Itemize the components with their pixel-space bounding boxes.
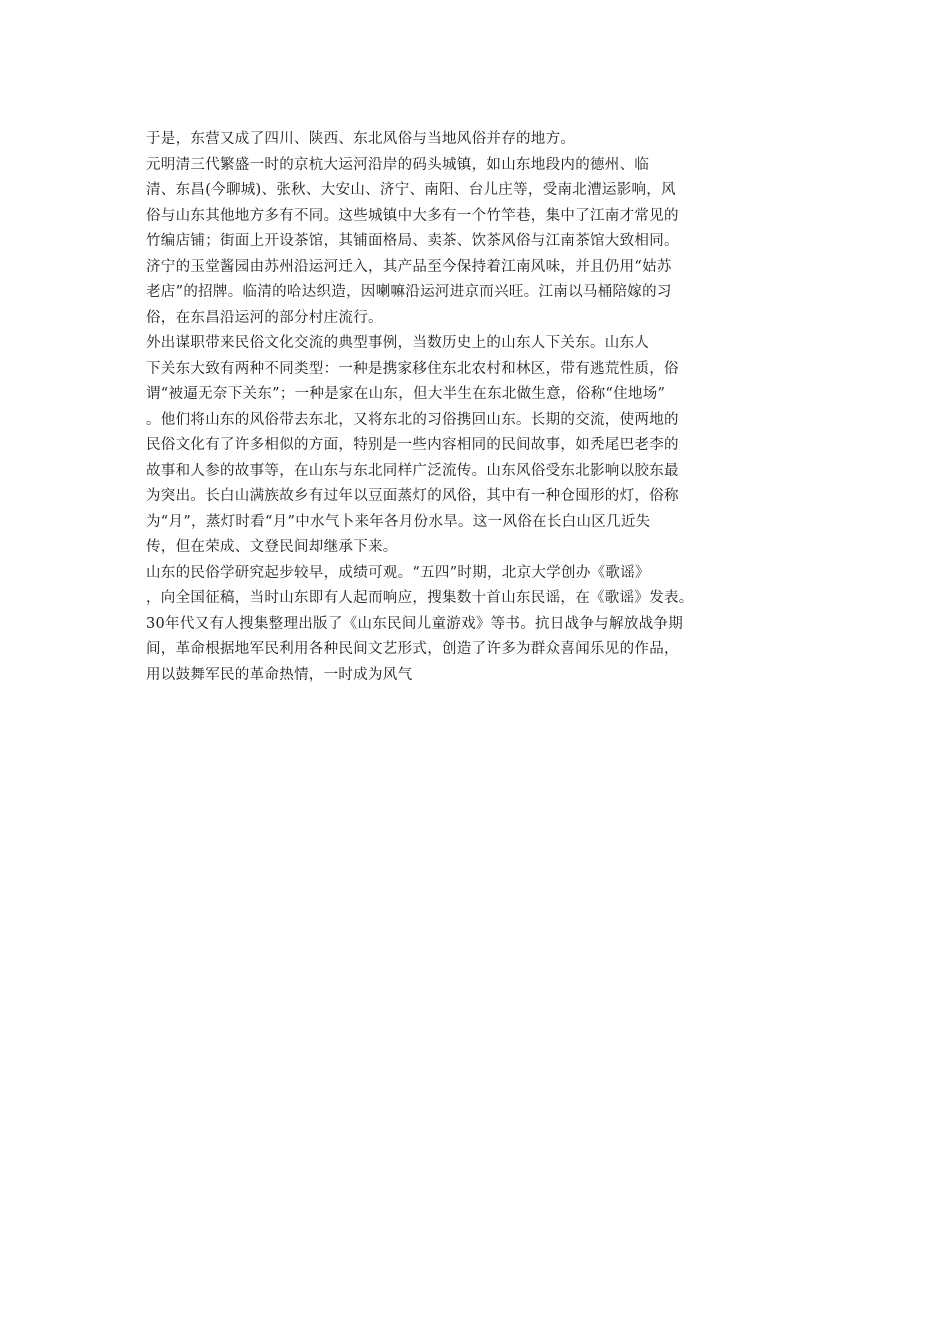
text-line: 济宁的玉堂酱园由苏州沿运河迁入，其产品至今保持着江南风味，并且仍用“姑苏 xyxy=(146,258,672,275)
body-text xyxy=(146,127,766,688)
text-line: 俗与山东其他地方多有不同。这些城镇中大多有一个竹竿巷，集中了江南才常见的 xyxy=(146,207,679,224)
text-line: 竹编店铺；街面上开设茶馆，其铺面格局、卖茶、饮茶风俗与江南茶馆大致相同。 xyxy=(146,233,679,249)
text-line: 。他们将山东的风俗带去东北，又将东北的习俗携回山东。长期的交流，使两地的 xyxy=(146,411,679,428)
text-line: 下关东大致有两种不同类型：一种是携家移住东北农村和林区，带有逃荒性质，俗 xyxy=(146,360,679,377)
text-line: 为“月”，蒸灯时看“月”中水气卜来年各月份水旱。这一风俗在长白山区几近失 xyxy=(146,513,651,530)
text-line: 传，但在荣成、文登民间却继承下来。 xyxy=(146,539,398,555)
text-line: 故事和人参的故事等，在山东与东北同样广泛流传。山东风俗受东北影响以胶东最 xyxy=(146,462,679,479)
text-line: 民俗文化有了许多相似的方面，特别是一些内容相同的民间故事，如秃尾巴老李的 xyxy=(146,437,679,453)
text-line: 外出谋职带来民俗文化交流的典型事例，当数历史上的山东人下关东。山东人 xyxy=(146,335,650,351)
text-line: 老店”的招牌。临清的哈达织造，因喇嘛沿运河进京而兴旺。江南以马桶陪嫁的习 xyxy=(146,284,672,300)
text-line: 于是，东营又成了四川、陕西、东北风俗与当地风俗并存的地方。 xyxy=(146,131,576,147)
text-line: 元明清三代繁盛一时的京杭大运河沿岸的码头城镇，如山东地段内的德州、临 xyxy=(146,156,650,173)
text-line: 间，革命根据地军民利用各种民间文艺形式，创造了许多为群众喜闻乐见的作品， xyxy=(146,641,679,657)
text-line: 俗，在东昌沿运河的部分村庄流行。 xyxy=(146,309,383,326)
text-line: 为突出。长白山满族故乡有过年以豆面蒸灯的风俗，其中有一种仓囤形的灯，俗称 xyxy=(146,488,679,504)
text-line: 山东的民俗学研究起步较早，成绩可观。“五四”时期，北京大学创办《歌谣》 xyxy=(146,564,650,581)
text-line: 用以鼓舞军民的革命热情，一时成为风气 xyxy=(146,666,413,683)
text-line: 谓“被逼无奈下关东”；一种是家在山东，但大半生在东北做生意，俗称“住地场” xyxy=(146,386,666,402)
text-line: ，向全国征稿，当时山东即有人起而响应，搜集数十首山东民谣，在《歌谣》发表。 xyxy=(146,590,694,606)
text-line: 30年代又有人搜集整理出版了《山东民间儿童游戏》等书。抗日战争与解放战争期 xyxy=(146,615,684,632)
text-line: 清、东昌(今聊城)、张秋、大安山、济宁、南阳、台儿庄等，受南北漕运影响，风 xyxy=(146,182,676,198)
